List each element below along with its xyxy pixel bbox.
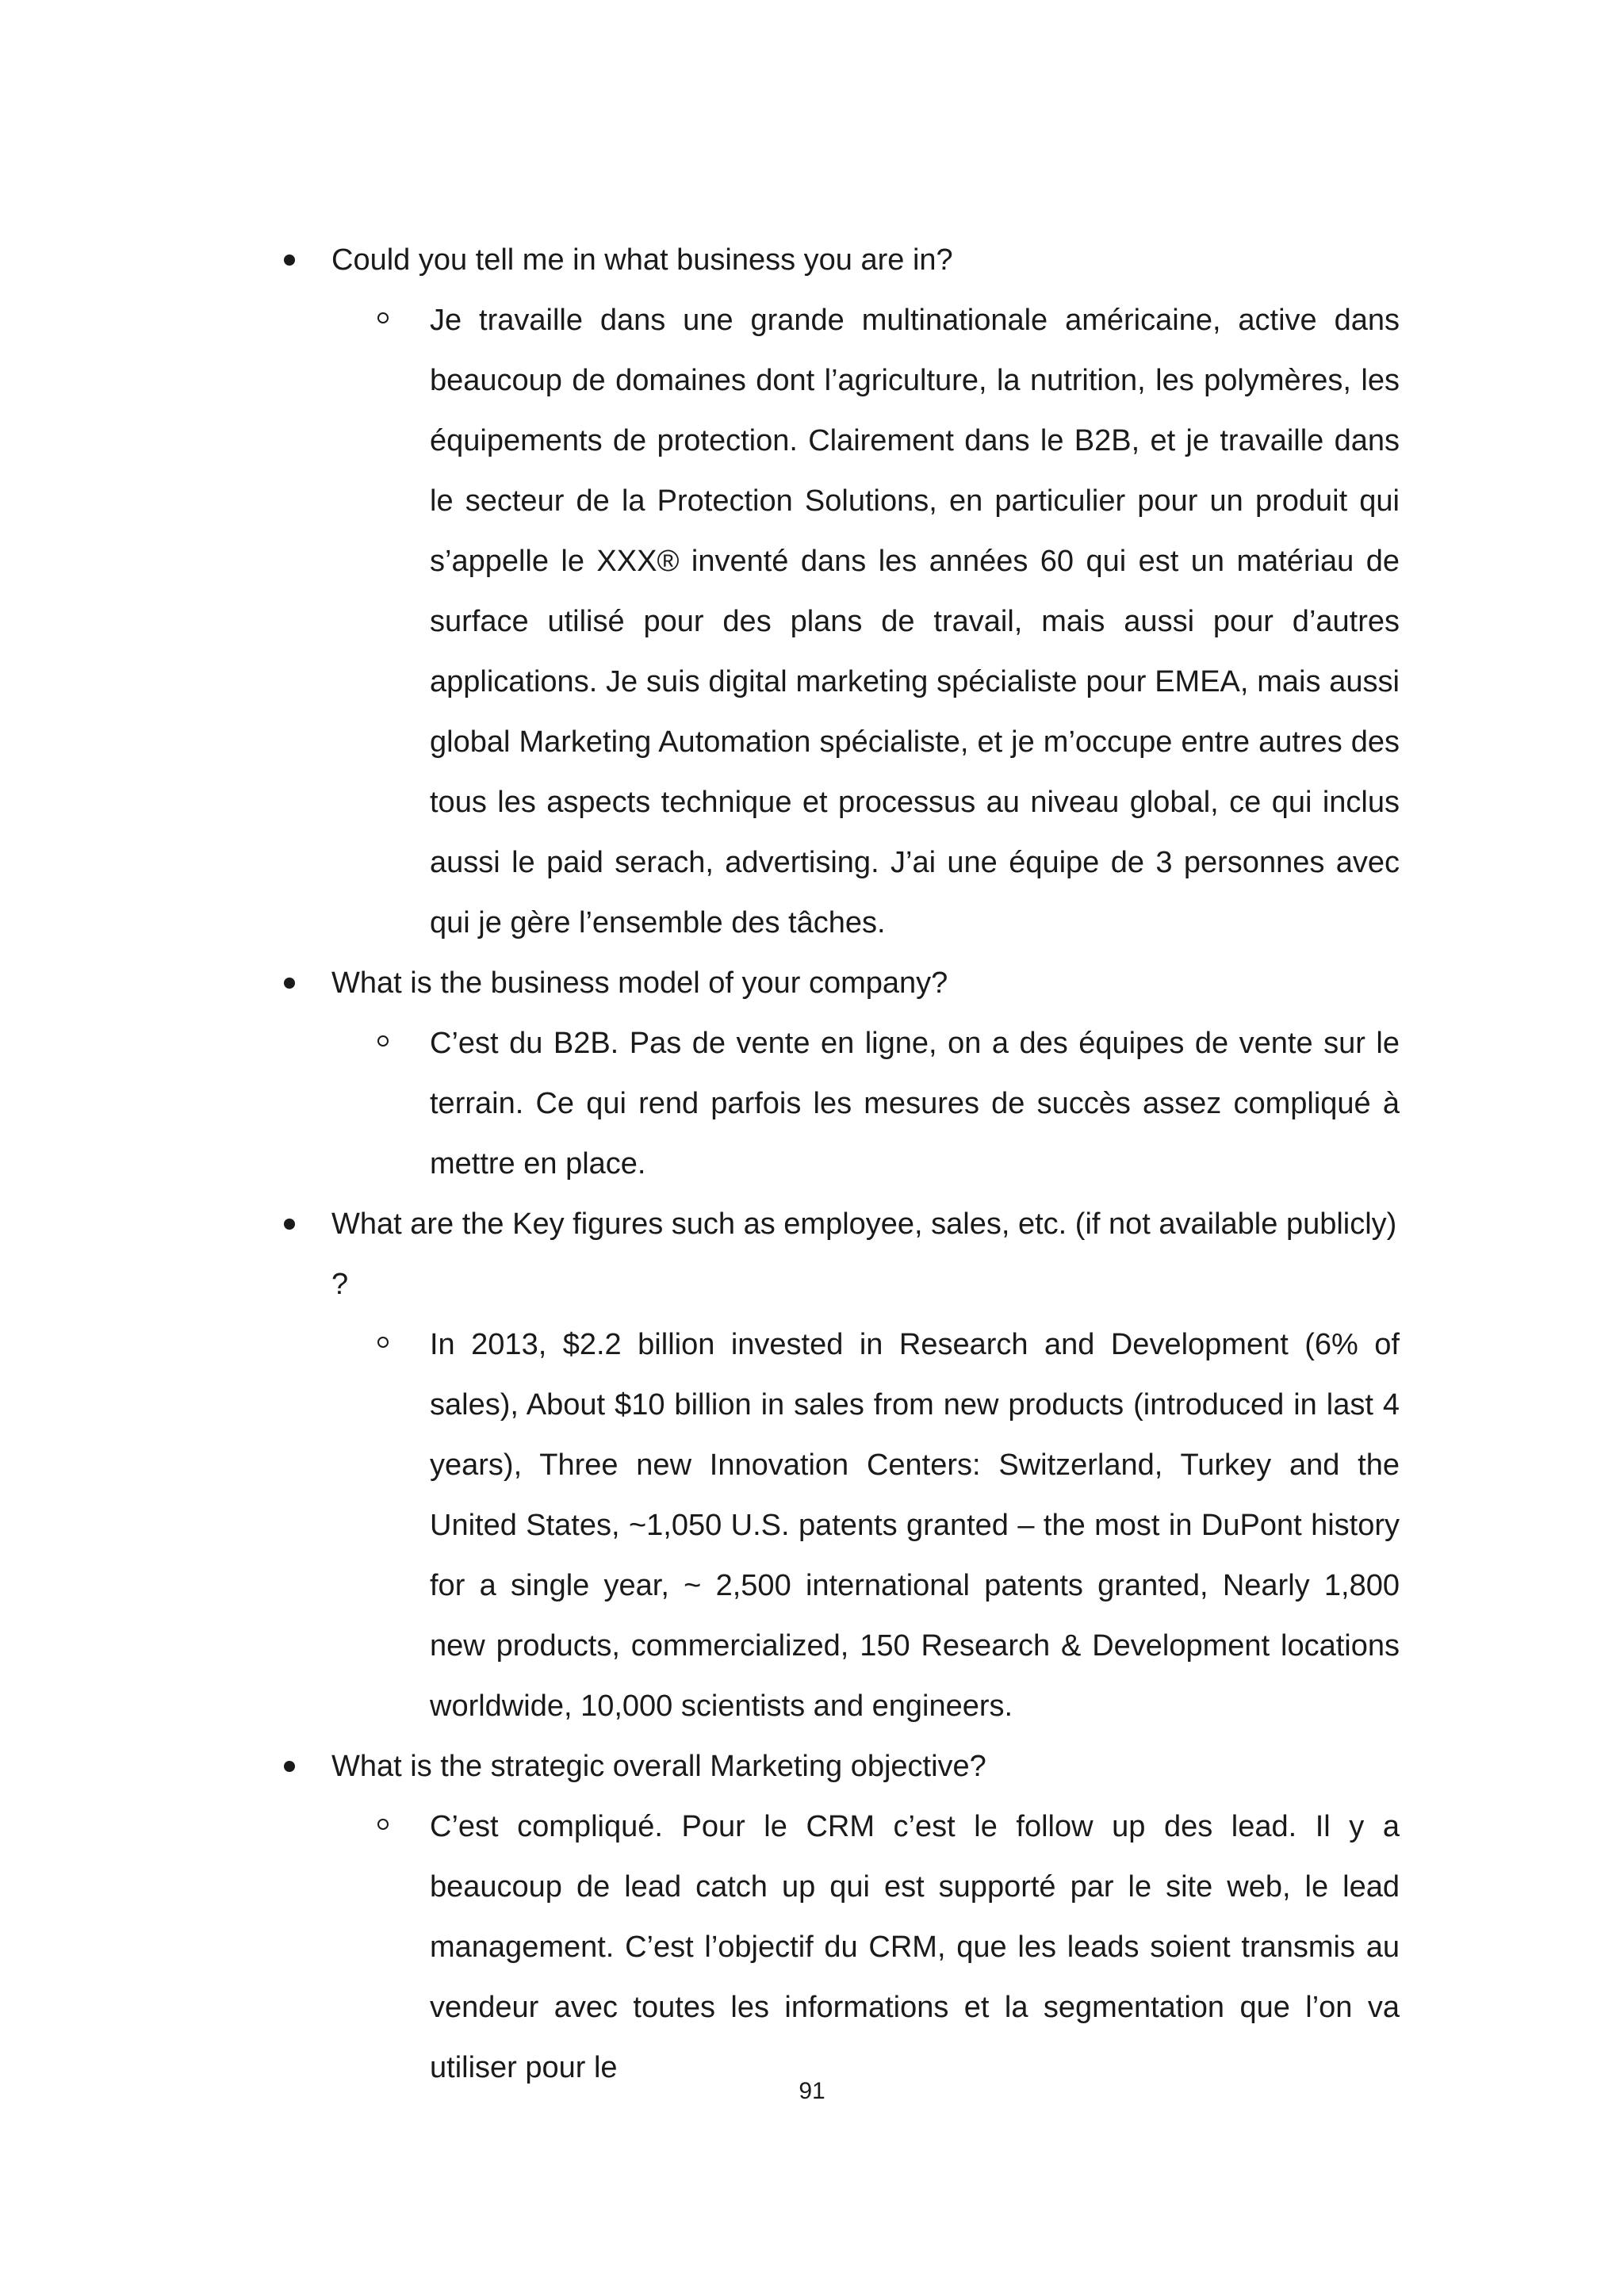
bullet-icon — [284, 254, 295, 266]
question-1-text: Could you tell me in what business you are in? — [331, 243, 953, 277]
bullet-icon — [284, 1219, 295, 1230]
hollow-bullet-icon — [377, 1819, 389, 1830]
question-1 — [274, 230, 1400, 290]
answer-4-text: C’est compliqué. Pour le CRM c’est le follow up des lead. Il y a beaucoup de lead catch up qui est supporté par le site web, le lead management. C’est l’objectif du CRM, que les leads soient transmis au vendeur avec toutes les informations et la segmentation que l’on va utiliser pour le — [430, 1810, 1400, 2084]
hollow-bullet-icon — [377, 1035, 389, 1047]
interview-content — [274, 230, 1400, 2098]
hollow-bullet-icon — [377, 312, 389, 323]
answer-3 — [430, 1314, 1400, 1736]
question-4 — [274, 1736, 1400, 1797]
question-4-text: What is the strategic overall Marketing objective? — [331, 1750, 986, 1783]
answer-4 — [430, 1797, 1400, 2098]
question-3 — [274, 1194, 1400, 1314]
question-3-text: What are the Key figures such as employee, sales, etc. (if not available publicly) ? — [331, 1207, 1397, 1301]
question-2 — [274, 953, 1400, 1013]
question-2-text: What is the business model of your company? — [331, 966, 948, 1000]
answer-2-text: C’est du B2B. Pas de vente en ligne, on a des équipes de vente sur le terrain. Ce qui rend parfois les mesures de succès assez compliqué à mettre en place. — [430, 1027, 1400, 1181]
answer-2 — [430, 1013, 1400, 1194]
answer-1-text: Je travaille dans une grande multinationale américaine, active dans beaucoup de domaines dont l’agriculture, la nutrition, les polymères, les équipements de protection. Clairement dans le B2B, et je travaille dans le secteur de la Protection Solutions, en particulier pour un produit qui s’appelle le XXX® inventé dans les années 60 qui est un matériau de surface utilisé pour des plans de travail, mais aussi pour d’autres applications. Je suis digital marketing spécialiste pour EMEA, mais aussi global Marketing Automation spécialiste, et je m’occupe entre autres des tous les aspects technique et processus au niveau global, ce qui inclus aussi le paid serach, advertising. J’ai une équipe de 3 personnes avec qui je gère l’ensemble des tâches. — [430, 304, 1400, 939]
page-number: 91 — [799, 2078, 825, 2104]
bullet-icon — [284, 978, 295, 989]
hollow-bullet-icon — [377, 1337, 389, 1348]
answer-3-text: In 2013, $2.2 billion invested in Research and Development (6% of sales), About $10 billion in sales from new products (introduced in last 4 years), Three new Innovation Centers: Switzerland, Turkey and the United States, ~1,050 U.S. patents granted – the most in DuPont history for a single year, ~ 2,500 international patents granted, Nearly 1,800 new products, commercialized, 150 Research & Development locations worldwide, 10,000 scientists and engineers. — [430, 1328, 1400, 1723]
bullet-icon — [284, 1761, 295, 1772]
answer-1 — [430, 290, 1400, 953]
